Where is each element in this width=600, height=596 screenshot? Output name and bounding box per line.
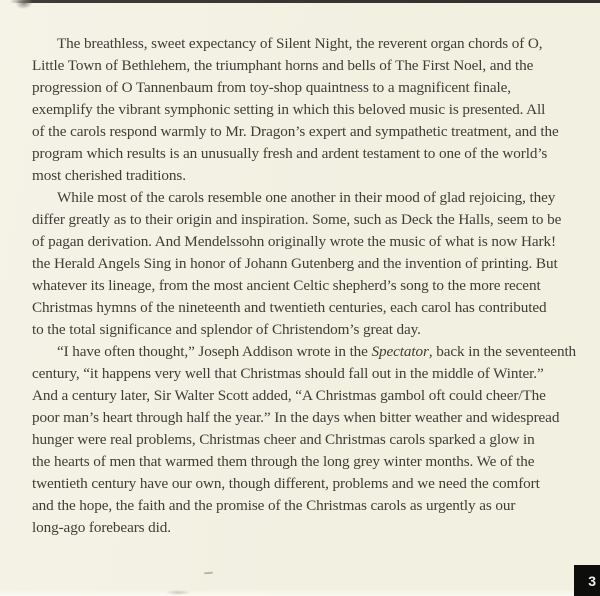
scan-edge-bottom <box>0 589 600 596</box>
scan-smudge-bottom <box>166 590 190 595</box>
text-line: And a century later, Sir Walter Scott added, “A Christmas gambol oft could cheer/The <box>32 387 546 404</box>
text-line: poor man’s heart through half the year.” In the days when bitter weather and widespread <box>32 409 560 426</box>
text-line: exemplify the vibrant symphonic setting in which this beloved music is presented. All <box>32 101 546 118</box>
text-line: of pagan derivation. And Mendelssohn originally wrote the music of what is now Hark! <box>32 233 556 250</box>
text-line: and the hope, the faith and the promise of the Christmas carols as urgently as our <box>32 497 516 514</box>
text-line <box>32 341 592 363</box>
text-line: to the total significance and splendor of Christendom’s great day. <box>32 321 421 338</box>
text-line: most cherished traditions. <box>32 167 186 184</box>
text-line: long-ago forebears did. <box>32 519 171 536</box>
text-line: the hearts of men that warmed them through the long grey winter months. We of the <box>32 453 535 470</box>
text-line: twentieth century have our own, though different, problems and we need the comfort <box>32 475 540 492</box>
text-segment: “I have often thought,” Joseph Addison wrote in the <box>57 343 372 360</box>
text-line: century, “it happens very well that Christmas should fall out in the middle of Winter.” <box>32 365 544 382</box>
scan-smudge-top-left <box>15 0 33 10</box>
text-line: the Herald Angels Sing in honor of Johann Gutenberg and the invention of printing. But <box>32 255 558 272</box>
text-segment-italic: Spectator <box>371 343 429 360</box>
text-line: The breathless, sweet expectancy of Silent Night, the reverent organ chords of O, <box>57 35 543 52</box>
paragraph <box>32 33 592 187</box>
paragraph <box>32 187 592 341</box>
text-line: hunger were real problems, Christmas cheer and Christmas carols sparked a glow in <box>32 431 535 448</box>
text-line: progression of O Tannenbaum from toy-shop quaintness to a magnificent finale, <box>32 79 511 96</box>
text-line: whatever its lineage, from the most ancient Celtic shepherd’s song to the more recent <box>32 277 541 294</box>
scan-smudge-dash <box>204 572 213 575</box>
scan-edge-top <box>10 0 600 3</box>
text-line: of the carols respond warmly to Mr. Dragon’s expert and sympathetic treatment, and the <box>32 123 559 140</box>
page-number: 3 <box>588 572 596 589</box>
text-segment: , back in the seventeenth <box>428 343 577 360</box>
page-number-badge <box>574 565 600 596</box>
text-line: While most of the carols resemble one another in their mood of glad rejoicing, they <box>57 189 556 206</box>
text-line: program which results is an unusually fresh and ardent testament to one of the world’s <box>32 145 548 162</box>
text-line: Christmas hymns of the nineteenth and twentieth centuries, each carol has contributed <box>32 299 547 316</box>
text-line: differ greatly as to their origin and inspiration. Some, such as Deck the Halls, seem to be <box>32 211 562 228</box>
text-line: Little Town of Bethlehem, the triumphant horns and bells of The First Noel, and the <box>32 57 534 74</box>
liner-notes-text <box>32 33 592 539</box>
paragraph <box>32 341 592 539</box>
